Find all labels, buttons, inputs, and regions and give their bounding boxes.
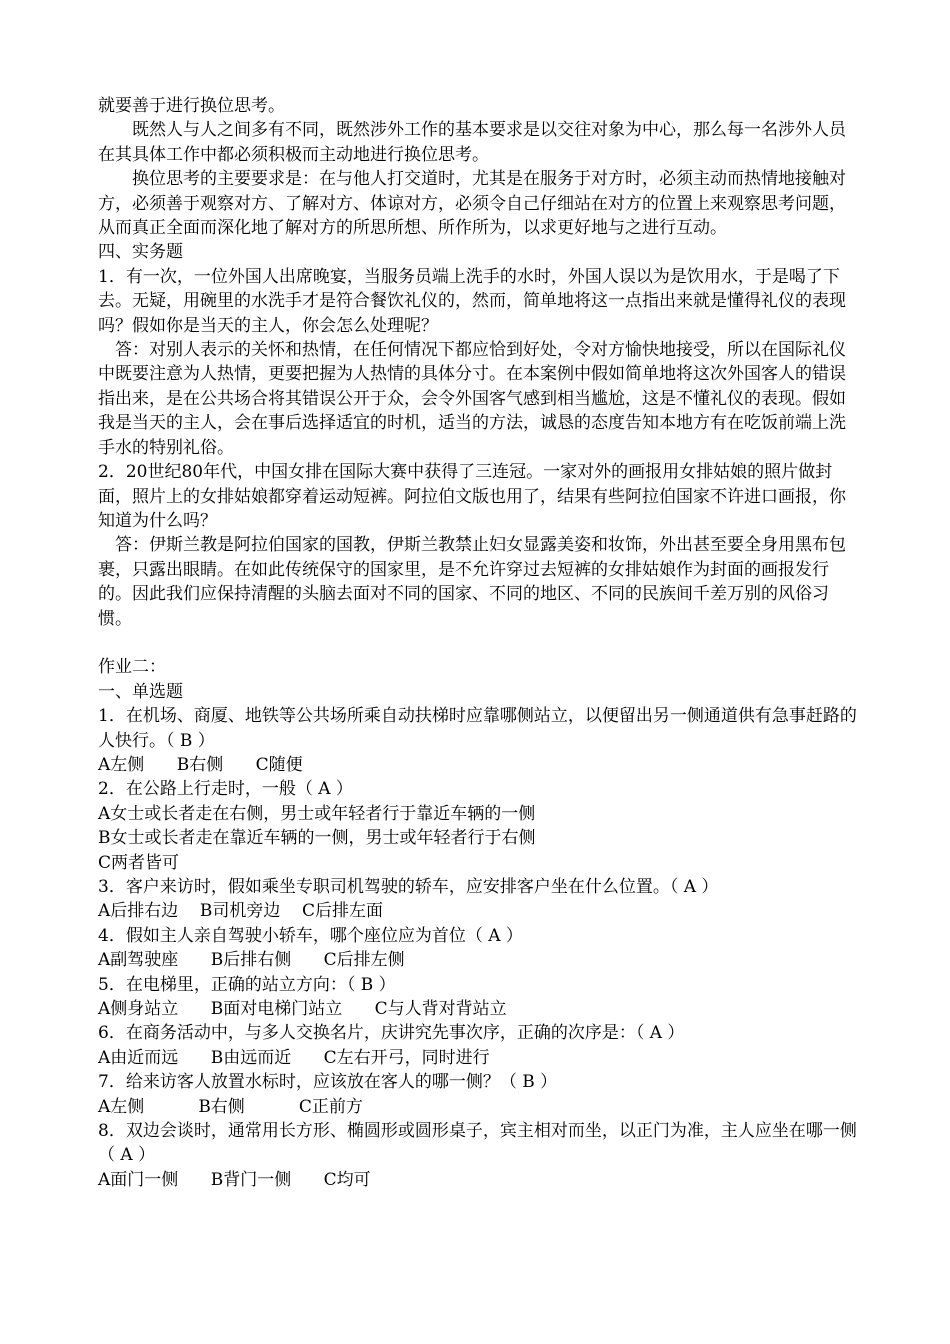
options: B女士或长者走在靠近车辆的一侧，男士或年轻者行于右侧 xyxy=(98,828,536,849)
answer: 答：对别人表示的关怀和热情，在任何情况下都应恰到好处，令对方愉快地接受，所以在国际礼仪中既要注意为人热情，更要把握为人热情的具体分寸。在本案例中假如简单地将这次外国客人的错误指出来，是在公共场合将其错误公开于众，会令外国客气感到相当尴尬，这是不懂礼仪的表现。假如我是当天的主人，会在事后选择适宜的时机，适当的方法，诚恳的态度告知本地方有在吃饭前端上洗手水的特别礼俗。 xyxy=(98,340,846,458)
question: 5．在电梯里，正确的站立方向：（ B ） xyxy=(98,974,396,995)
answer: 答：伊斯兰教是阿拉伯国家的国教，伊斯兰教禁止妇女显露美姿和妆饰，外出甚至要全身用黑布包裹，只露出眼睛。在如此传统保守的国家里，是不允许穿过去短裤的女排姑娘作为封面的画报发行的。因此我们应保持清醒的头脑去面对不同的国家、不同的地区、不同的民族间千差万别的风俗习惯。 xyxy=(98,535,846,629)
paragraph: 换位思考的主要要求是：在与他人打交道时，尤其是在服务于对方时，必须主动而热情地接触对方，必须善于观察对方、了解对方、体谅对方，必须令自己仔细站在对方的位置上来观察思考问题，从而真正全面而深化地了解对方的所思所想、所作所为，以求更好地与之进行互动。 xyxy=(98,169,846,239)
question: 8．双边会谈时，通常用长方形、椭圆形或圆形桌子，宾主相对而坐，以正门为准，主人应坐在哪一侧（ A ） xyxy=(98,1121,857,1166)
question: 1．在机场、商厦、地铁等公共场所乘自动扶梯时应靠哪侧站立，以便留出另一侧通道供有急事赶路的人快行。（ B ） xyxy=(98,706,857,751)
section-heading: 四、实务题 xyxy=(98,242,183,263)
question: 2．20世纪80年代，中国女排在国际大赛中获得了三连冠。一家对外的画报用女排姑娘的照片做封面，照片上的女排姑娘都穿着运动短裤。阿拉伯文版也用了，结果有些阿拉伯国家不许进口画报，你知道为什么吗？ xyxy=(98,462,846,531)
blank-line xyxy=(98,631,858,655)
section-heading: 一、单选题 xyxy=(98,681,183,702)
options: A由近而远 B由远而近 C左右开弓，同时进行 xyxy=(98,1047,490,1068)
options: A副驾驶座 B后排右侧 C后排左侧 xyxy=(98,950,405,971)
paragraph: 既然人与人之间多有不同，既然涉外工作的基本要求是以交往对象为中心，那么每一名涉外人员在其具体工作中都必须积极而主动地进行换位思考。 xyxy=(98,120,846,165)
homework-title: 作业二： xyxy=(98,657,166,678)
paragraph: 就要善于进行换位思考。 xyxy=(98,96,285,116)
options: A左侧 B右侧 C正前方 xyxy=(98,1096,363,1117)
options: A女士或长者走在右侧，男士或年轻者行于靠近车辆的一侧 xyxy=(98,803,536,824)
question: 7．给来访客人放置水标时，应该放在客人的哪一侧？（ B ） xyxy=(98,1072,558,1093)
options: A后排右边 B司机旁边 C后排左面 xyxy=(98,901,384,922)
question: 6．在商务活动中，与多人交换名片，庆讲究先事次序，正确的次序是：（ A ） xyxy=(98,1023,685,1044)
options: C两者皆可 xyxy=(98,852,180,873)
question: 2．在公路上行走时，一般（ A ） xyxy=(98,779,353,800)
question: 4．假如主人亲自驾驶小轿车，哪个座位应为首位（ A ） xyxy=(98,925,523,946)
options: A面门一侧 B背门一侧 C均可 xyxy=(98,1169,371,1190)
question: 1．有一次，一位外国人出席晚宴，当服务员端上洗手的水时，外国人误以为是饮用水，于是喝了下去。无疑，用碗里的水洗手才是符合餐饮礼仪的，然而，简单地将这一点指出来就是懂得礼仪的表现吗？假如你是当天的主人，你会怎么处理呢？ xyxy=(98,266,846,336)
document-body xyxy=(98,94,858,1192)
options: A左侧 B右侧 C随便 xyxy=(98,754,303,775)
options: A侧身站立 B面对电梯门站立 C与人背对背站立 xyxy=(98,999,507,1020)
question: 3．客户来访时，假如乘坐专职司机驾驶的轿车，应安排客户坐在什么位置。（ A ） xyxy=(98,876,719,897)
